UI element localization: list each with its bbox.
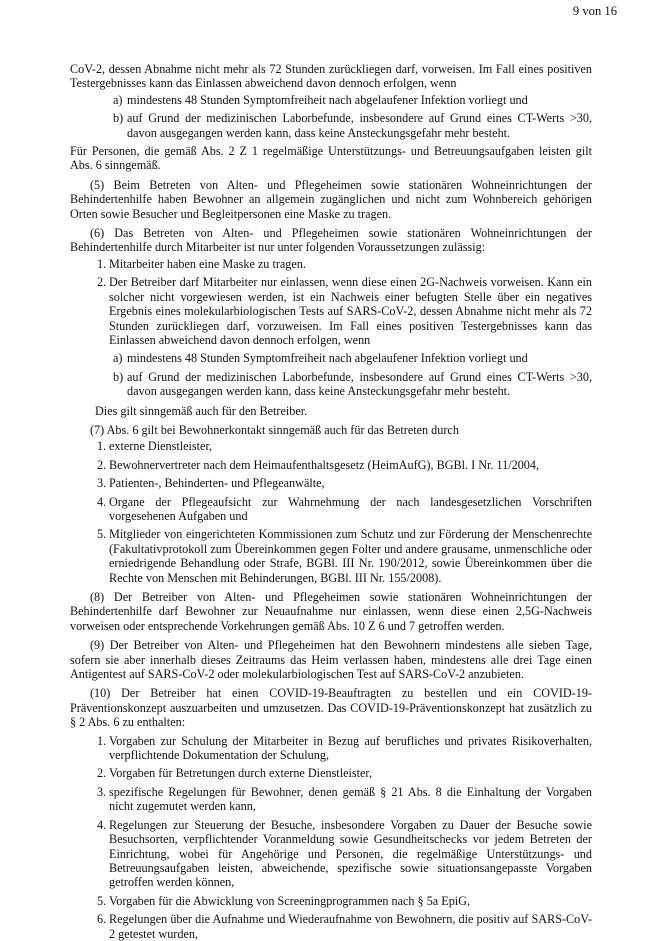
paragraph-6: (6) Das Betreten von Alten- und Pflegeheimen sowie stationären Wohneinrichtungen der Behindertenhilfe durch Mitarbeiter ist nur unter folgenden Voraussetzungen zulässig: xyxy=(70,226,592,255)
list-label: b) xyxy=(113,111,124,126)
p10-list xyxy=(70,734,592,941)
list-text: Mitglieder von eingerichteten Kommissionen zum Schutz und zur Förderung der Menschenrechte (Fakultativprotokoll zum Übereinkommen gegen Folter und andere grausame, unmenschliche oder erniedrigende Behandlung oder Strafe, BGBl. III Nr. 190/2012, sowie Übereinkommen über die Rechte von Menschen mit Behinderungen, BGBl. III Nr. 155/2008). xyxy=(109,527,592,585)
list-item xyxy=(70,439,592,453)
list-item xyxy=(70,912,592,941)
list-item xyxy=(70,495,592,524)
list-text: mindestens 48 Stunden Symptomfreiheit nach abgelaufener Infektion vorliegt und xyxy=(127,351,528,366)
list-label: 3. xyxy=(97,476,107,491)
list-item xyxy=(70,257,592,271)
list-text: Patienten-, Behinderten- und Pflegeanwälte, xyxy=(109,476,325,491)
paragraph-personen: Für Personen, die gemäß Abs. 2 Z 1 regelmäßige Unterstützungs- und Betreuungsaufgaben leisten gilt Abs. 6 sinngemäß. xyxy=(70,144,592,173)
list-text: Regelungen zur Steuerung der Besuche, insbesondere Vorgaben zu Dauer der Besuche sowie Besuchsorten, verpflichtender Voranmeldung sowie Gesundheitschecks vor jedem Betreten der Einrichtung, wobei für Angehörige und Personen, die regelmäßige Unterstützungs- und Betreuungsaufgaben leisten, abweichende, spezifische sowie situationsangepasste Vorgaben getroffen werden können, xyxy=(109,817,592,890)
list-item xyxy=(70,370,592,399)
sub-list-top xyxy=(70,93,592,140)
list-label: a) xyxy=(113,351,123,366)
paragraph-7: (7) Abs. 6 gilt bei Bewohnerkontakt sinngemäß auch für das Betreten durch xyxy=(90,422,459,437)
list-label: b) xyxy=(113,369,124,384)
list-label: a) xyxy=(113,92,123,107)
list-text: spezifische Regelungen für Bewohner, denen gemäß § 21 Abs. 8 die Einhaltung der Vorgaben nicht zugemutet werden kann, xyxy=(109,784,592,814)
list-text: Bewohnervertreter nach dem Heimaufenthaltsgesetz (HeimAufG), BGBl. I Nr. 11/2004, xyxy=(109,457,540,472)
list-item xyxy=(70,351,592,365)
list-item xyxy=(70,818,592,890)
paragraph-8: (8) Der Betreiber von Alten- und Pflegeheimen sowie stationären Wohneinrichtungen der Behindertenhilfe darf Bewohner zur Neuaufnahme nur einlassen, wenn diese einen 2,5G-Nachweis vorweisen oder entsprechende Vorkehrungen gemäß Abs. 10 Z 6 und 7 getroffen werden. xyxy=(70,590,592,633)
list-item xyxy=(70,476,592,490)
page-number: 9 von 16 xyxy=(572,4,617,18)
list-item xyxy=(70,734,592,763)
list-text: Vorgaben zur Schulung der Mitarbeiter in Bezug auf berufliches und privates Risikoverhalten, verpflichtende Dokumentation der Schulung, xyxy=(109,733,592,763)
list-label: 2. xyxy=(97,766,107,781)
list-label: 2. xyxy=(97,457,107,472)
list-item xyxy=(70,275,592,347)
list-item xyxy=(70,766,592,780)
p6-sub-list xyxy=(70,351,592,398)
list-label: 5. xyxy=(97,893,107,908)
list-text: mindestens 48 Stunden Symptomfreiheit nach abgelaufener Infektion vorliegt und xyxy=(127,92,528,107)
list-text: auf Grund der medizinischen Laborbefunde, insbesondere auf Grund eines CT-Werts >30, davon ausgegangen werden kann, dass keine Ansteckungsgefahr mehr besteht. xyxy=(127,369,592,399)
list-label: 4. xyxy=(97,817,107,832)
list-text: Vorgaben für Betretungen durch externe Dienstleister, xyxy=(109,766,373,781)
list-item xyxy=(70,93,592,107)
list-text: Regelungen über die Aufnahme und Wiederaufnahme von Bewohnern, die positiv auf SARS-CoV-2 getestet wurden, xyxy=(109,912,592,941)
p7-list xyxy=(70,439,592,585)
paragraph-continuation: CoV-2, dessen Abnahme nicht mehr als 72 Stunden zurückliegen darf, vorweisen. Im Fall eines positiven Testergebnisses kann das Einlassen abweichend davon dennoch erfolgen, wenn xyxy=(70,62,592,91)
list-label: 2. xyxy=(97,275,107,290)
document-body xyxy=(70,62,592,941)
list-item xyxy=(70,527,592,585)
paragraph-5: (5) Beim Betreten von Alten- und Pflegeheimen sowie stationären Wohneinrichtungen der Behindertenhilfe haben Bewohner an allgemein zugänglichen und nicht zum Wohnbereich gehörigen Orten sowie Besucher und Begleitpersonen eine Maske zu tragen. xyxy=(70,177,592,221)
paragraph-9: (9) Der Betreiber von Alten- und Pflegeheimen hat den Bewohnern mindestens alle sieben Tage, sofern sie aber innerhalb dieses Zeitraums das Heim verlassen haben, mindestens alle drei Tage einen Antigentest auf SARS-CoV-2 oder molekularbiologischen Test auf SARS-CoV-2 anzubieten. xyxy=(70,638,592,682)
list-item xyxy=(70,458,592,472)
p6-list xyxy=(70,257,592,347)
list-text: Der Betreiber darf Mitarbeiter nur einlassen, wenn diese einen 2G-Nachweis vorweisen. Kann ein solcher nicht vorgewiesen werden, ist ein Nachweis einer befugten Stelle über ein negatives Ergebnis eines molekularbiologischen Tests auf SARS-CoV-2, dessen Abnahme nicht mehr als 72 Stunden zurückliegen darf, vorzuweisen. Im Fall eines positiven Testergebnisses kann das Einlassen abweichend davon dennoch erfolgen, wenn xyxy=(109,275,592,347)
list-text: Vorgaben für die Abwicklung von Screeningprogrammen nach § 5a EpiG, xyxy=(109,893,471,908)
list-item xyxy=(70,111,592,140)
list-label: 1. xyxy=(97,439,107,454)
list-label: 3. xyxy=(97,784,107,799)
paragraph-10: (10) Der Betreiber hat einen COVID-19-Beauftragten zu bestellen und ein COVID-19-Präventionskonzept auszuarbeiten und umzusetzen. Das COVID-19-Präventionskonzept hat zusätzlich zu § 2 Abs. 6 zu enthalten: xyxy=(70,686,592,730)
list-label: 1. xyxy=(97,256,107,271)
list-label: 6. xyxy=(97,912,107,927)
list-item xyxy=(70,785,592,814)
list-text: externe Dienstleister, xyxy=(109,439,213,454)
list-label: 4. xyxy=(97,494,107,509)
list-label: 1. xyxy=(97,733,107,748)
list-label: 5. xyxy=(97,527,107,542)
list-text: Mitarbeiter haben eine Maske zu tragen. xyxy=(109,256,306,271)
paragraph-6-tail: Dies gilt sinngemäß auch für den Betreiber. xyxy=(95,403,308,418)
list-text: Organe der Pflegeaufsicht zur Wahrnehmung der nach landesgesetzlichen Vorschriften vorgesehenen Aufgaben und xyxy=(109,494,592,523)
list-text: auf Grund der medizinischen Laborbefunde, insbesondere auf Grund eines CT-Werts >30, davon ausgegangen werden kann, dass keine Ansteckungsgefahr mehr besteht. xyxy=(127,111,592,140)
list-item xyxy=(70,894,592,908)
